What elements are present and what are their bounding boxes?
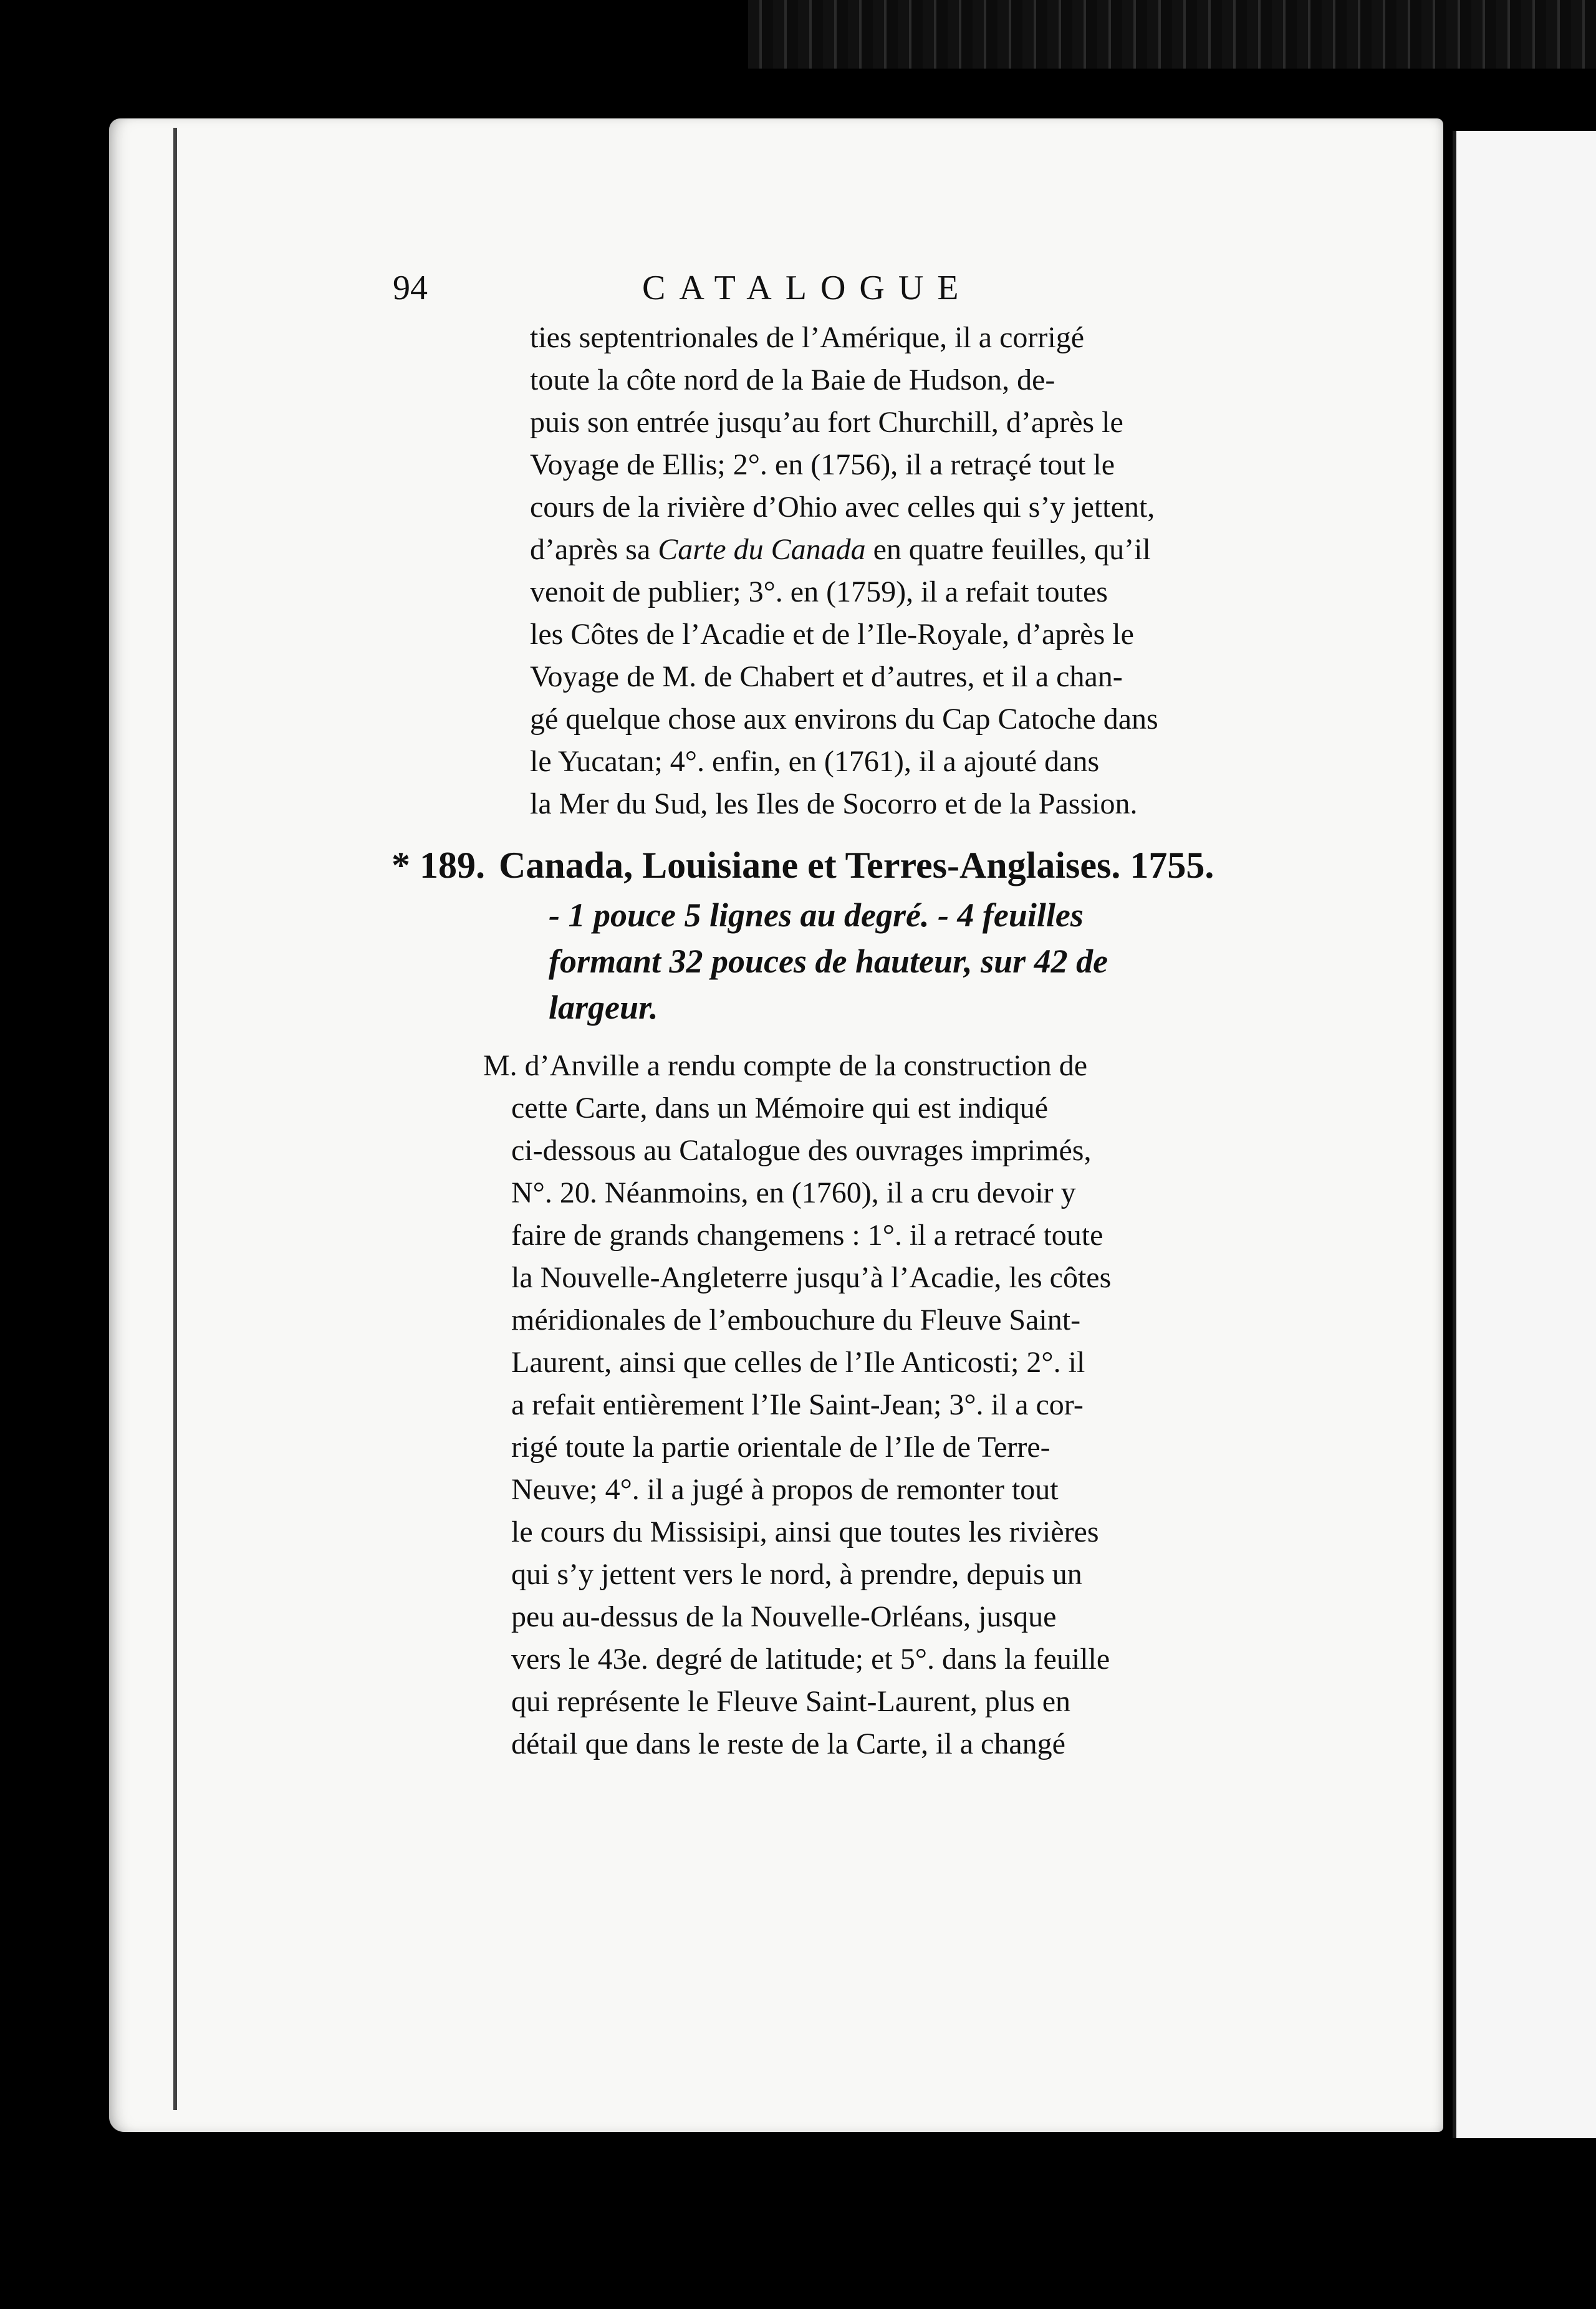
entry-format: largeur. — [549, 989, 658, 1026]
text-line: Neuve; 4°. il a jugé à propos de remonter tout — [511, 1473, 1059, 1506]
text-line: peu au-dessus de la Nouvelle-Orléans, jusque — [511, 1600, 1057, 1633]
text-line: M. d’Anville a rendu compte de la construction de — [483, 1049, 1088, 1082]
text-line: N°. 20. Néanmoins, en (1760), il a cru devoir y — [511, 1176, 1076, 1209]
text-line: le cours du Missisipi, ainsi que toutes les rivières — [511, 1515, 1099, 1548]
text-line: le Yucatan; 4°. enfin, en (1761), il a ajouté dans — [530, 745, 1100, 778]
map-title-italic: Carte du Canada — [658, 533, 866, 566]
text-line: gé quelque chose aux environs du Cap Catoche dans — [530, 703, 1158, 736]
text-line: détail que dans le reste de la Carte, il a changé — [511, 1727, 1065, 1760]
text-line: Voyage de Ellis; 2°. en (1756), il a retraçé tout le — [530, 448, 1115, 481]
text-line: qui s’y jettent vers le nord, à prendre, depuis un — [511, 1558, 1082, 1591]
text-line: la Mer du Sud, les Iles de Socorro et de la Passion. — [530, 787, 1138, 820]
entry-format: formant 32 pouces de hauteur, sur 42 de — [549, 943, 1108, 980]
entry-scale: - 1 pouce 5 lignes au degré. - 4 feuilles — [549, 896, 1084, 934]
page-number: 94 — [393, 269, 428, 307]
text-line: les Côtes de l’Acadie et de l’Ile-Royale, d’après le — [530, 618, 1134, 651]
facing-page — [1453, 131, 1596, 2138]
text-line: cours de la rivière d’Ohio avec celles qui s’y jettent, — [530, 491, 1155, 524]
text-line: a refait entièrement l’Ile Saint-Jean; 3°. il a cor- — [511, 1388, 1084, 1421]
text-line: cette Carte, dans un Mémoire qui est indiqué — [511, 1092, 1049, 1125]
text-line: d’après sa Carte du Canada en quatre feuilles, qu’il — [530, 533, 1151, 566]
text-line: Laurent, ainsi que celles de l’Ile Anticosti; 2°. il — [511, 1346, 1085, 1379]
text-line: ci-dessous au Catalogue des ouvrages imprimés, — [511, 1134, 1092, 1167]
text-line: vers le 43e. degré de latitude; et 5°. dans la feuille — [511, 1643, 1110, 1676]
text-line: rigé toute la partie orientale de l’Ile de Terre- — [511, 1431, 1050, 1464]
text-line: la Nouvelle-Angleterre jusqu’à l’Acadie, les côtes — [511, 1261, 1112, 1294]
entry-number: * 189. — [392, 845, 485, 886]
text-line: faire de grands changemens : 1°. il a retracé toute — [511, 1219, 1103, 1252]
book-binding — [748, 0, 1596, 69]
text-line: ties septentrionales de l’Amérique, il a corrigé — [530, 321, 1085, 354]
page-fold-edge — [173, 128, 177, 2110]
entry-title: Canada, Louisiane et Terres-Anglaises. 1755. — [499, 845, 1214, 886]
text-line: toute la côte nord de la Baie de Hudson, de- — [530, 363, 1055, 396]
text-line: qui représente le Fleuve Saint-Laurent, plus en — [511, 1685, 1071, 1718]
text-line: méridionales de l’embouchure du Fleuve Saint- — [511, 1303, 1081, 1337]
text-line: puis son entrée jusqu’au fort Churchill, d’après le — [530, 406, 1123, 439]
running-header — [393, 268, 1253, 318]
text-line: venoit de publier; 3°. en (1759), il a refait toutes — [530, 575, 1108, 608]
text-line: Voyage de M. de Chabert et d’autres, et il a chan- — [530, 660, 1123, 693]
running-title: CATALOGUE — [642, 269, 973, 307]
